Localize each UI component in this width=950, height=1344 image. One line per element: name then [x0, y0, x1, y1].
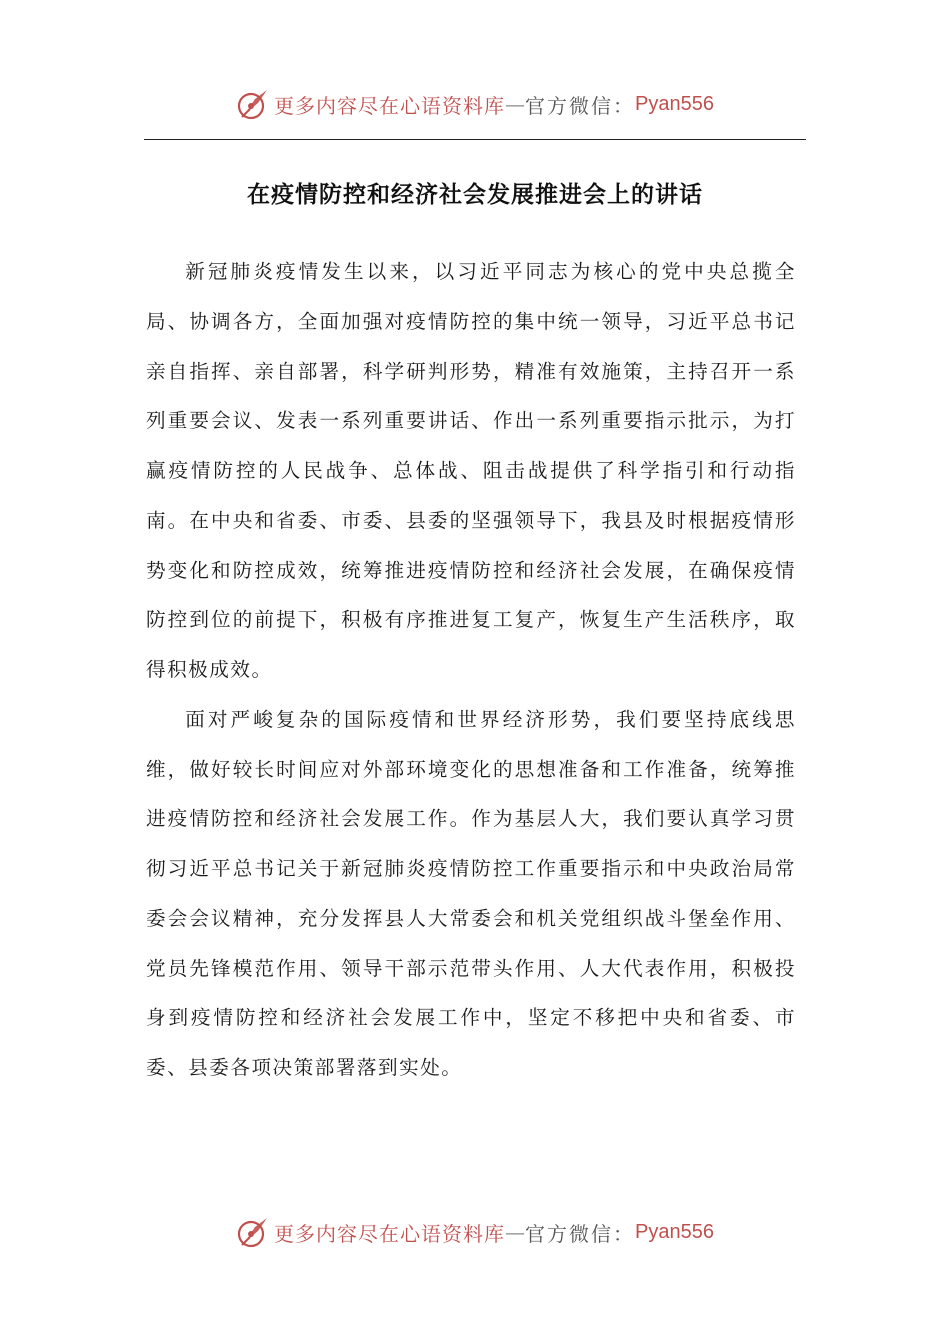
document-body [146, 247, 796, 1093]
header-wechat-label: 官方微信： [525, 93, 636, 118]
pen-nib-circle-logo-icon [236, 87, 270, 121]
paragraph-1: 新冠肺炎疫情发生以来，以习近平同志为核心的党中央总揽全局、协调各方，全面加强对疫情防控的集中统一领导，习近平总书记亲自指挥、亲自部署，科学研判形势，精准有效施策，主持召开一系列重要会议、发表一系列重要讲话、作出一系列重要指示批示，为打赢疫情防控的人民战争、总体战、阻击战提供了科学指引和行动指南。在中央和省委、市委、县委的坚强领导下，我县及时根据疫情形势变化和防控成效，统筹推进疫情防控和经济社会发展，在确保疫情防控到位的前提下，积极有序推进复工复产，恢复生产生活秩序，取得积极成效。 [146, 260, 796, 681]
document-title: 在疫情防控和经济社会发展推进会上的讲话 [247, 182, 703, 208]
paragraph-2: 面对严峻复杂的国际疫情和世界经济形势，我们要坚持底线思维，做好较长时间应对外部环境变化的思想准备和工作准备，统筹推进疫情防控和经济社会发展工作。作为基层人大，我们要认真学习贯彻习近平总书记关于新冠肺炎疫情防控工作重要指示和中央政治局常委会会议精神，充分发挥县人大常委会和机关党组织战斗堡垒作用、党员先锋模范作用、领导干部示范带头作用、人大代表作用，积极投身到疫情防控和经济社会发展工作中，坚定不移把中央和省委、市委、县委各项决策部署落到实处。 [146, 707, 796, 1079]
header-wechat-id: Pyan556 [635, 92, 714, 115]
header-banner [0, 82, 950, 126]
footer-brand-text: 更多内容尽在心语资料库 [274, 1221, 506, 1246]
footer-wechat-label: 官方微信： [525, 1221, 636, 1246]
footer-dash: — [505, 1220, 526, 1244]
header-brand-text: 更多内容尽在心语资料库 [274, 93, 506, 118]
header-dash: — [505, 92, 526, 116]
header-divider [144, 139, 806, 140]
footer-banner [0, 1210, 950, 1254]
footer-wechat-id: Pyan556 [635, 1220, 714, 1243]
pen-nib-circle-logo-icon [236, 1215, 270, 1249]
